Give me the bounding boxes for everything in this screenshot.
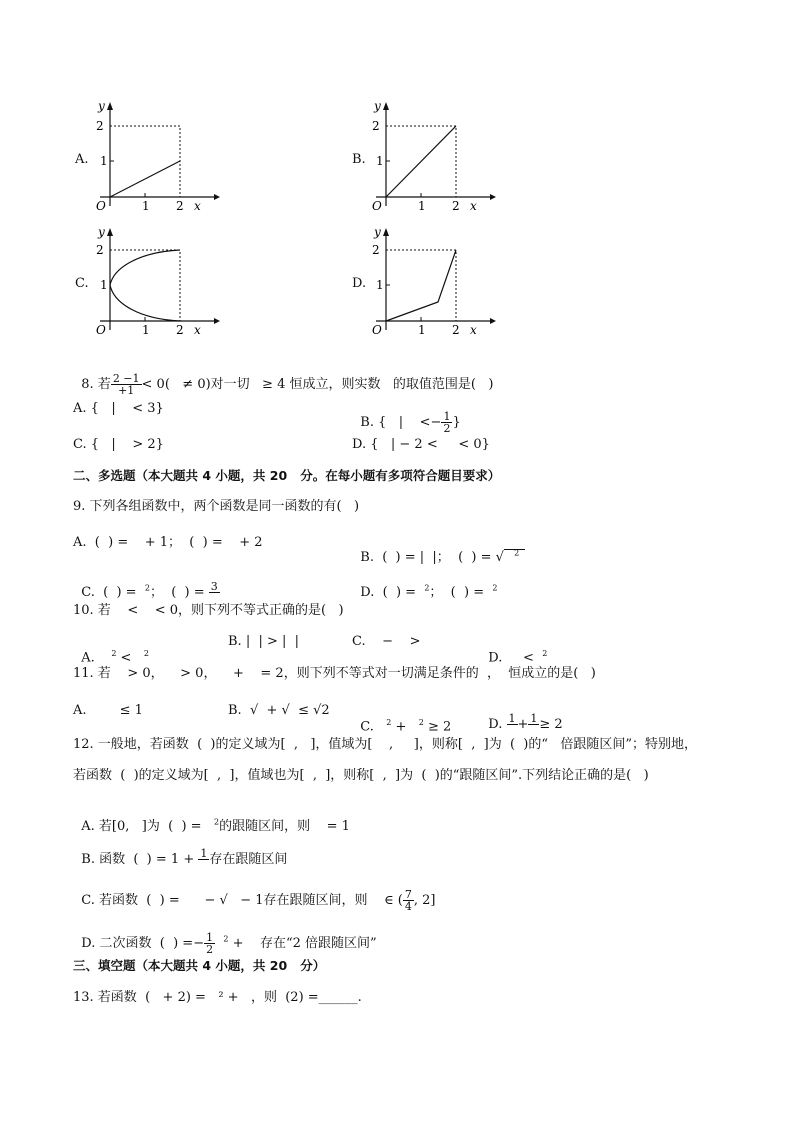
- graph-b-xtick-1: 1: [418, 199, 426, 213]
- graph-a-ytick-2: 2: [96, 119, 104, 133]
- graph-c-upper-curve: [110, 250, 180, 285]
- graph-a-ytick-1: 1: [100, 154, 108, 168]
- graph-d-label: D.: [352, 276, 367, 291]
- graph-b-xtick-2: 2: [452, 199, 460, 213]
- graph-a-xtick-2: 2: [176, 199, 184, 213]
- graph-d-xtick-2: 2: [452, 323, 460, 337]
- section-2-heading: 二、多选题（本大题共 4 小题，共 20 分。在每小题有多项符合题目要求）: [73, 468, 501, 483]
- q9-option-d: D. ( ) = $^2$； ( ) = $^2$: [360, 583, 498, 600]
- graph-d-ytick-1: 1: [376, 278, 384, 292]
- q12-stem-line1: 12. 一般地，若函数 ( )的定义域为[ , ]，值域为[ , ]，则称[ , ]为 ( )的“ 倍跟随区间”；特别地，: [73, 737, 698, 752]
- graph-c-ytick-2: 2: [96, 243, 104, 257]
- graph-b-xlabel: x: [470, 199, 477, 213]
- graph-c-xtick-1: 1: [142, 323, 150, 337]
- graph-d-xtick-1: 1: [418, 323, 426, 337]
- graph-c: [90, 222, 220, 342]
- q11-stem: 11. 若 > 0， > 0， + = 2，则下列不等式对一切满足条件的 ， 恒成立的是( ): [73, 666, 596, 681]
- q10-option-c: C. − >: [352, 634, 429, 649]
- graph-c-ylabel: y: [98, 225, 105, 239]
- q11-option-c: C. $^2$ + $^2$ ≥ 2: [360, 718, 452, 735]
- q8-option-d: D. { | − 2 < < 0}: [352, 437, 490, 452]
- q11-option-d: D. 1 + 1 ≥ 2: [488, 712, 563, 732]
- graph-d-ylabel: y: [374, 225, 381, 239]
- graph-a-label: A.: [75, 152, 89, 167]
- section-3-heading: 三、填空题（本大题共 4 小题，共 20 分）: [73, 958, 326, 973]
- q10-option-d: D. < $^2$: [488, 649, 548, 666]
- graph-c-xlabel: x: [194, 323, 201, 337]
- q8-option-c: C. { | > 2}: [73, 437, 164, 452]
- graph-a-ylabel: y: [98, 99, 105, 113]
- q9-stem: 9. 下列各组函数中，两个函数是同一函数的有( ): [73, 499, 360, 514]
- graph-b-ytick-1: 1: [376, 154, 384, 168]
- q12-option-c: C. 若函数 ( ) = − √ − 1存在跟随区间，则 ∈ ( $\frac{7}{4}$ , 2]: [81, 888, 436, 913]
- q9-option-a: A. ( ) = + 1； ( ) = + 2: [73, 535, 263, 550]
- q10-option-b: B. | | > | |: [228, 634, 300, 649]
- graph-a: [90, 96, 220, 216]
- q12-option-a: A. 若[0, ]为 ( ) = $^2$的跟随区间，则 = 1: [81, 817, 350, 834]
- graph-b: [366, 96, 496, 216]
- q12-stem-line2: 若函数 ( )的定义域为[ , ]，值域也为[ , ]，则称[ , ]为 ( )的“跟随区间”.下列结论正确的是( ): [73, 768, 649, 783]
- q12-option-b: B. 函数 ( ) = 1 + 1 存在跟随区间: [81, 847, 288, 867]
- q8-stem: 8. 若 $\frac{2 -1}{+1}$ < 0( ≠ 0)对一切 ≥ 4 恒成立，则实数 的取值范围是( ): [81, 372, 494, 397]
- graph-d-line: [386, 250, 456, 321]
- graph-c-origin: O: [96, 323, 106, 337]
- graph-b-label: B.: [352, 152, 366, 167]
- graph-a-line: [110, 161, 180, 197]
- q10-option-a: A. $^2$ < $^2$: [81, 649, 149, 666]
- graph-c-label: C.: [75, 276, 89, 291]
- q8-option-b: B. { | <− $\frac{1}{2}$ }: [360, 410, 461, 435]
- q12-option-d: D. 二次函数 ( ) =− $\frac{1}{2}$ $^2$ + 存在“2 倍跟随区间”: [81, 931, 377, 956]
- q9-option-c: C. ( ) = $^2$； ( ) = 3: [81, 580, 218, 600]
- graph-c-lower-curve: [110, 285, 180, 321]
- graph-a-xtick-1: 1: [142, 199, 150, 213]
- graph-d-ytick-2: 2: [372, 243, 380, 257]
- q11-option-a: A. ≤ 1: [73, 703, 143, 718]
- q11-option-b: B. √ + √ ≤ √2: [228, 703, 330, 718]
- graph-a-origin: O: [96, 199, 106, 213]
- graph-d-origin: O: [372, 323, 382, 337]
- graph-d: [366, 222, 496, 342]
- graph-b-origin: O: [372, 199, 382, 213]
- q13-stem: 13. 若函数 ( + 2) = ² + ，则 (2) =______.: [73, 990, 362, 1005]
- graph-a-xlabel: x: [194, 199, 201, 213]
- graph-b-ylabel: y: [374, 99, 381, 113]
- q8-option-a: A. { | < 3}: [73, 401, 164, 416]
- graph-c-xtick-2: 2: [176, 323, 184, 337]
- q9-option-b: B. ( ) = | |； ( ) = √ $^2$: [352, 531, 525, 565]
- graph-d-xlabel: x: [470, 323, 477, 337]
- graph-c-ytick-1: 1: [100, 278, 108, 292]
- graph-b-ytick-2: 2: [372, 119, 380, 133]
- graph-b-line: [386, 126, 456, 197]
- q10-stem: 10. 若 < < 0，则下列不等式正确的是( ): [73, 603, 344, 618]
